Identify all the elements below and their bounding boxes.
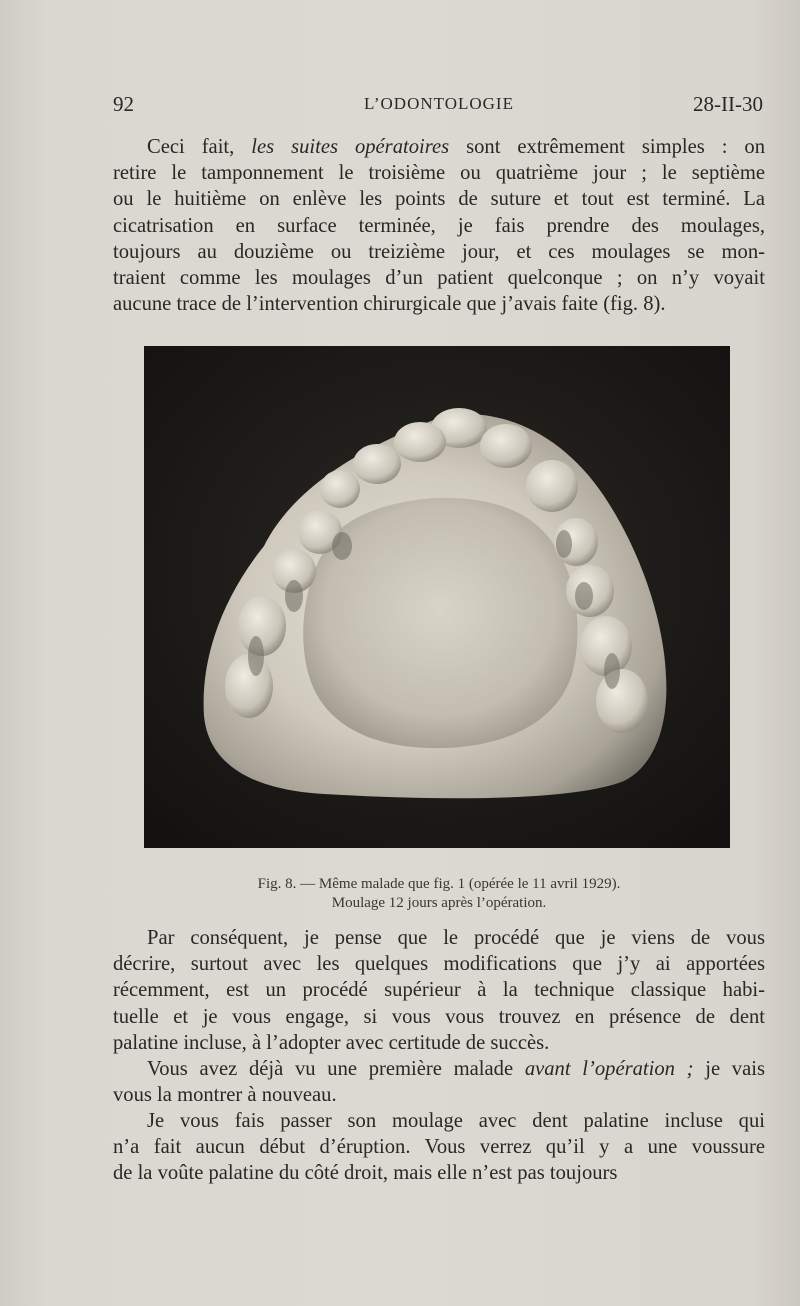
journal-title: L’ODONTOLOGIE bbox=[364, 94, 514, 113]
paragraph-conclusion bbox=[113, 925, 765, 1056]
text-line: de la voûte palatine du côté droit, mais elle n’est pas toujours bbox=[113, 1162, 618, 1185]
text-line: retire le tamponnement le troisième ou quatrième jour ; le septième bbox=[113, 162, 765, 185]
text-line: toujours au douzième ou treizième jour, et ces moulages se mon- bbox=[113, 240, 765, 263]
tooth bbox=[320, 470, 360, 508]
text-line: palatine incluse, à l’adopter avec certitude de succès. bbox=[113, 1031, 550, 1054]
text-line: décrire, surtout avec les quelques modifications que j’y ai apportées bbox=[113, 953, 765, 976]
text-line: cicatrisation en surface terminée, je fais prendre des moulages, bbox=[113, 214, 765, 237]
tooth bbox=[353, 444, 401, 484]
text-line: n’a fait aucun début d’éruption. Vous verrez qu’il y a une voussure bbox=[113, 1136, 765, 1159]
paragraph-cast-description bbox=[113, 1108, 765, 1187]
running-header bbox=[113, 92, 765, 120]
text-line: traient comme les moulages d’un patient quelconque ; on n’y voyait bbox=[113, 267, 765, 290]
text-line: Par conséquent, je pense que le procédé que je viens de vous bbox=[147, 927, 765, 949]
tooth bbox=[526, 460, 578, 512]
text-line: aucune trace de l’intervention chirurgicale que j’avais faite (fig. 8). bbox=[113, 293, 666, 316]
text-line: tuelle et je vous engage, si vous vous trouvez en présence de dent bbox=[113, 1005, 765, 1028]
text-line: Je vous fais passer son moulage avec dent palatine incluse qui bbox=[147, 1110, 765, 1132]
page-number: 92 bbox=[113, 92, 134, 116]
figure-dental-cast-photo bbox=[144, 346, 730, 848]
paragraph-operative-outcome bbox=[113, 134, 765, 317]
dental-cast-illustration bbox=[144, 346, 730, 848]
text-line: Ceci fait, les suites opératoires sont extrêmement simples : on bbox=[147, 136, 765, 158]
tooth bbox=[480, 424, 532, 468]
text-line: vous la montrer à nouveau. bbox=[113, 1084, 337, 1107]
tooth bbox=[596, 669, 648, 733]
issue-date: 28-II-30 bbox=[693, 92, 763, 116]
paragraph-first-patient bbox=[113, 1056, 765, 1108]
caption-line-2: Moulage 12 jours après l’opération. bbox=[331, 895, 547, 911]
figure-caption bbox=[113, 875, 765, 913]
text-line: récemment, est un procédé supérieur à la technique classique habi- bbox=[113, 979, 765, 1002]
caption-line-1: Fig. 8. — Même malade que fig. 1 (opérée le 11 avril 1929). bbox=[257, 876, 621, 892]
text-line: Vous avez déjà vu une première malade avant l’opération ; je vais bbox=[147, 1058, 765, 1080]
tooth bbox=[394, 422, 446, 462]
text-line: ou le huitième on enlève les points de suture et tout est terminé. La bbox=[113, 188, 765, 211]
